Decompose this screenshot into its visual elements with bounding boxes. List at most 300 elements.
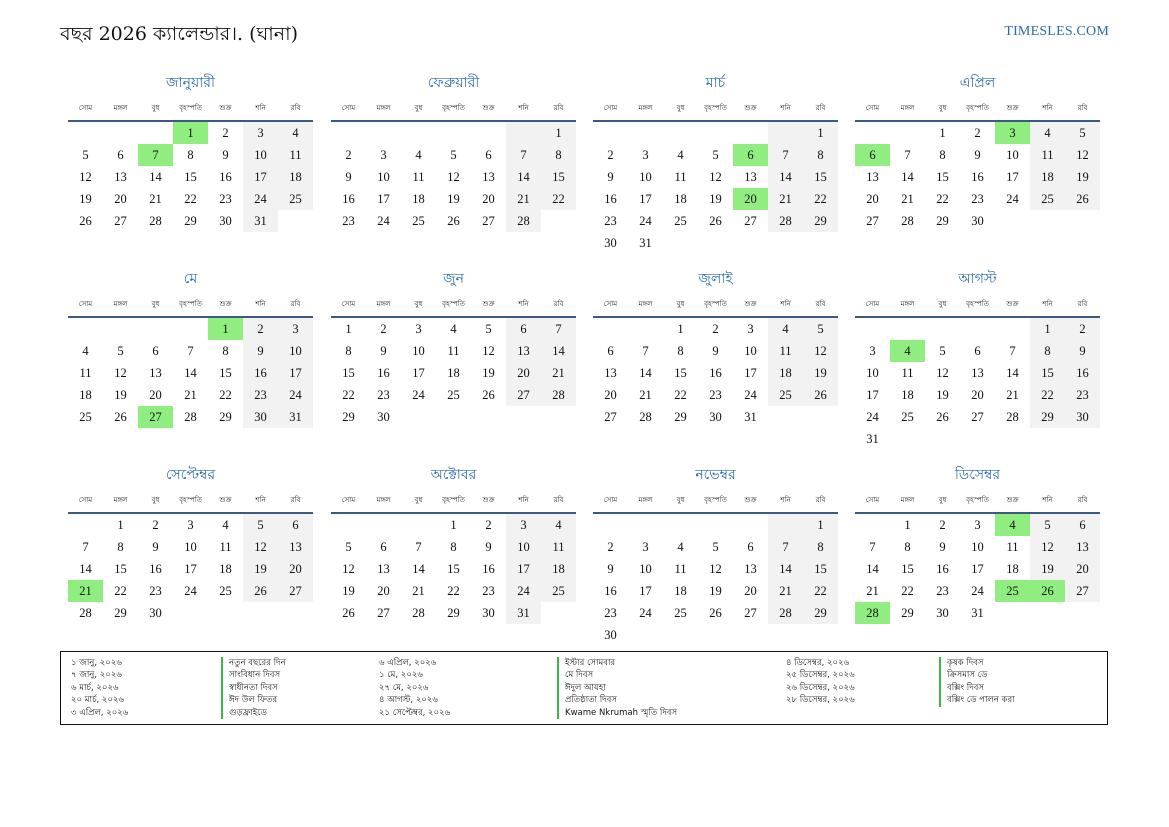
- day-cell: 23: [243, 384, 278, 406]
- day-cell: 19: [114, 388, 127, 402]
- day-cell: 5: [117, 344, 124, 358]
- day-cell: 29: [184, 214, 197, 228]
- day-cell: 29: [803, 210, 838, 232]
- day-cell: 13: [114, 170, 127, 184]
- weekday-label: বৃহস্পতি: [179, 104, 202, 112]
- weekday-label: মঙ্গল: [376, 496, 391, 504]
- day-cell: 2: [380, 322, 387, 336]
- day-cell: 11: [219, 540, 232, 554]
- day-cell: 7: [1009, 344, 1016, 358]
- day-cell: 1: [939, 126, 946, 140]
- day-cell: 3: [642, 148, 649, 162]
- day-cell: 15: [936, 170, 949, 184]
- day-cell: 19: [709, 192, 722, 206]
- day-cell: 22: [674, 388, 687, 402]
- day-cell: 20: [278, 558, 313, 580]
- day-cell: 17: [184, 562, 197, 576]
- day-cell: 8: [677, 344, 684, 358]
- holiday-day-cell: 28: [855, 602, 890, 624]
- day-cell: 16: [936, 562, 949, 576]
- day-cell: 25: [412, 214, 425, 228]
- day-cell: 4: [415, 148, 422, 162]
- day-cell: 30: [971, 214, 984, 228]
- weekday-label: বুধ: [151, 496, 160, 504]
- day-cell: 8: [345, 344, 352, 358]
- day-cell: 27: [1065, 580, 1100, 602]
- day-cell: 25: [447, 388, 460, 402]
- day-cell: 23: [709, 388, 722, 402]
- day-cell: 26: [79, 214, 92, 228]
- day-cell: 8: [803, 144, 838, 166]
- day-cell: 14: [184, 366, 197, 380]
- empty-cell: [663, 122, 698, 144]
- holiday-day-cell: 1: [173, 122, 208, 144]
- weekday-header: [855, 491, 1100, 509]
- weekday-header: [331, 491, 576, 509]
- day-cell: 30: [604, 236, 617, 250]
- month-block: [331, 73, 576, 232]
- weekday-label: শনি: [518, 496, 529, 504]
- day-cell: 17: [506, 558, 541, 580]
- day-cell: 26: [447, 214, 460, 228]
- month-block: [68, 269, 313, 428]
- day-cell: 20: [1065, 558, 1100, 580]
- legend-date: ২১ সেপ্টেম্বর, ২০২৬: [379, 707, 451, 718]
- day-cell: 6: [974, 344, 981, 358]
- legend-date: ২০ মার্চ, ২০২৬: [71, 695, 125, 706]
- day-cell: 27: [114, 214, 127, 228]
- day-cell: 8: [450, 540, 457, 554]
- day-cell: 1: [117, 518, 124, 532]
- day-cell: 20: [866, 192, 879, 206]
- day-cell: 29: [342, 410, 355, 424]
- weekday-label: বৃহস্পতি: [704, 496, 727, 504]
- day-cell: 8: [904, 540, 911, 554]
- weekday-label: বুধ: [676, 496, 685, 504]
- day-cell: 15: [803, 166, 838, 188]
- day-cell: 10: [377, 170, 390, 184]
- day-cell: 22: [114, 584, 127, 598]
- day-cell: 21: [866, 584, 879, 598]
- day-cell: 14: [1006, 366, 1019, 380]
- day-grid: [593, 122, 838, 254]
- month-name: মার্চ: [705, 75, 726, 91]
- day-cell: 17: [377, 192, 390, 206]
- weekday-label: মঙ্গল: [900, 300, 915, 308]
- day-cell: 29: [936, 214, 949, 228]
- day-cell: 6: [747, 540, 754, 554]
- day-cell: 6: [152, 344, 159, 358]
- empty-cell: [733, 514, 768, 536]
- day-cell: 30: [604, 628, 617, 642]
- day-cell: 22: [1030, 384, 1065, 406]
- day-cell: 9: [939, 540, 946, 554]
- day-cell: 12: [447, 170, 460, 184]
- day-cell: 22: [803, 580, 838, 602]
- day-cell: 13: [506, 340, 541, 362]
- day-cell: 9: [1065, 340, 1100, 362]
- day-cell: 21: [901, 192, 914, 206]
- weekday-label: রবি: [815, 104, 826, 112]
- weekday-label: মঙ্গল: [900, 104, 915, 112]
- day-cell: 15: [541, 166, 576, 188]
- day-cell: 16: [604, 192, 617, 206]
- empty-cell: [471, 122, 506, 144]
- day-cell: 12: [709, 562, 722, 576]
- day-cell: 7: [768, 536, 803, 558]
- empty-cell: [593, 122, 628, 144]
- day-cell: 31: [866, 432, 879, 446]
- day-cell: 12: [243, 536, 278, 558]
- day-grid: [68, 514, 313, 624]
- day-cell: 7: [642, 344, 649, 358]
- day-cell: 8: [1030, 340, 1065, 362]
- day-cell: 16: [243, 362, 278, 384]
- holiday-day-cell: 26: [1030, 580, 1065, 602]
- day-cell: 29: [1030, 406, 1065, 428]
- empty-cell: [401, 514, 436, 536]
- empty-cell: [890, 318, 925, 340]
- holiday-day-cell: 20: [733, 188, 768, 210]
- legend-date: ৪ ডিসেম্বর, ২০২৬: [786, 658, 850, 668]
- day-cell: 10: [971, 540, 984, 554]
- day-cell: 2: [152, 518, 159, 532]
- weekday-label: মঙ্গল: [638, 300, 653, 308]
- month-name: আগস্ট: [958, 271, 997, 287]
- day-cell: 8: [117, 540, 124, 554]
- day-cell: 24: [639, 606, 652, 620]
- month-block: [68, 73, 313, 232]
- day-cell: 18: [674, 584, 687, 598]
- day-cell: 26: [709, 214, 722, 228]
- day-cell: 8: [187, 148, 194, 162]
- day-grid: [855, 514, 1100, 624]
- day-cell: 21: [768, 580, 803, 602]
- day-cell: 12: [1065, 144, 1100, 166]
- weekday-label: সোম: [603, 300, 618, 308]
- day-cell: 5: [939, 344, 946, 358]
- holiday-day-cell: 6: [733, 144, 768, 166]
- legend-holiday-name: কৃষক দিবস: [939, 657, 1015, 669]
- day-cell: 25: [768, 384, 803, 406]
- day-cell: 26: [709, 606, 722, 620]
- legend-names-col-1: [221, 657, 286, 719]
- day-cell: 8: [939, 148, 946, 162]
- holiday-legend: [60, 651, 1108, 725]
- weekday-label: বুধ: [676, 300, 685, 308]
- day-cell: 23: [219, 192, 232, 206]
- day-cell: 11: [901, 366, 914, 380]
- weekday-label: সোম: [603, 104, 618, 112]
- day-grid: [593, 318, 838, 428]
- empty-cell: [925, 318, 960, 340]
- weekday-label: বুধ: [151, 300, 160, 308]
- day-cell: 14: [412, 562, 425, 576]
- day-cell: 24: [184, 584, 197, 598]
- weekday-label: মঙ্গল: [638, 496, 653, 504]
- day-cell: 12: [482, 344, 495, 358]
- day-cell: 5: [712, 540, 719, 554]
- day-cell: 22: [803, 188, 838, 210]
- day-cell: 11: [278, 144, 313, 166]
- day-cell: 24: [412, 388, 425, 402]
- weekday-label: সোম: [78, 300, 93, 308]
- legend-date: ১ জানু, ২০২৬: [71, 658, 122, 668]
- day-cell: 24: [1006, 192, 1019, 206]
- day-cell: 24: [639, 214, 652, 228]
- day-cell: 2: [939, 518, 946, 532]
- weekday-label: বুধ: [938, 300, 947, 308]
- day-cell: 18: [412, 192, 425, 206]
- weekday-header: [331, 99, 576, 117]
- day-cell: 24: [866, 410, 879, 424]
- legend-holiday-name: ক্রিসমাস ডে: [939, 669, 1015, 681]
- month-block: [593, 73, 838, 254]
- day-cell: 12: [936, 366, 949, 380]
- month-block: [855, 73, 1100, 232]
- day-cell: 21: [541, 362, 576, 384]
- legend-holiday-name: Kwame Nkrumah স্মৃতি দিবস: [557, 707, 677, 719]
- weekday-label: শনি: [1042, 300, 1053, 308]
- legend-holiday-name: সাংবিধান দিবস: [221, 669, 286, 681]
- day-cell: 29: [219, 410, 232, 424]
- day-cell: 2: [607, 148, 614, 162]
- day-cell: 18: [901, 388, 914, 402]
- day-cell: 1: [904, 518, 911, 532]
- weekday-label: মঙ্গল: [113, 300, 128, 308]
- day-cell: 29: [901, 606, 914, 620]
- day-cell: 25: [674, 214, 687, 228]
- day-cell: 15: [803, 558, 838, 580]
- day-cell: 6: [380, 540, 387, 554]
- legend-holiday-name: মে দিবস: [557, 669, 677, 681]
- month-block: [331, 465, 576, 624]
- empty-cell: [698, 122, 733, 144]
- empty-cell: [506, 122, 541, 144]
- holiday-day-cell: 4: [995, 514, 1030, 536]
- day-cell: 31: [744, 410, 757, 424]
- day-cell: 31: [506, 602, 541, 624]
- month-block: [593, 465, 838, 646]
- weekday-label: শুক্র: [482, 300, 495, 308]
- day-cell: 3: [747, 322, 754, 336]
- day-grid: [855, 122, 1100, 232]
- weekday-label: রবি: [290, 496, 301, 504]
- day-cell: 2: [345, 148, 352, 162]
- day-cell: 4: [541, 514, 576, 536]
- day-cell: 7: [506, 144, 541, 166]
- weekday-label: রবি: [1077, 496, 1088, 504]
- day-cell: 14: [768, 166, 803, 188]
- weekday-label: বৃহস্পতি: [966, 496, 989, 504]
- legend-holiday-name: বক্সিং দিবস: [939, 682, 1015, 694]
- empty-cell: [366, 514, 401, 536]
- legend-dates-col-2: [379, 657, 450, 719]
- day-cell: 31: [639, 236, 652, 250]
- day-cell: 9: [712, 344, 719, 358]
- weekday-label: বৃহস্পতি: [442, 300, 465, 308]
- weekday-header: [855, 295, 1100, 313]
- day-cell: 15: [184, 170, 197, 184]
- day-cell: 16: [709, 366, 722, 380]
- day-cell: 10: [1006, 148, 1019, 162]
- day-cell: 9: [243, 340, 278, 362]
- month-name: অক্টোবর: [430, 467, 477, 483]
- day-cell: 28: [639, 410, 652, 424]
- day-cell: 5: [803, 318, 838, 340]
- weekday-label: শুক্র: [219, 496, 232, 504]
- weekday-label: শুক্র: [219, 104, 232, 112]
- legend-names-col-3: [939, 657, 1015, 707]
- day-cell: 4: [677, 148, 684, 162]
- day-cell: 3: [869, 344, 876, 358]
- weekday-label: শনি: [780, 300, 791, 308]
- day-cell: 1: [345, 322, 352, 336]
- day-cell: 11: [674, 562, 687, 576]
- day-cell: 21: [768, 188, 803, 210]
- day-cell: 17: [1006, 170, 1019, 184]
- day-cell: 28: [412, 606, 425, 620]
- legend-holiday-name: নতুন বছরের দিন: [221, 657, 286, 669]
- day-cell: 29: [114, 606, 127, 620]
- day-cell: 13: [744, 562, 757, 576]
- day-cell: 30: [709, 410, 722, 424]
- day-cell: 3: [187, 518, 194, 532]
- month-name: জুন: [443, 271, 464, 287]
- day-cell: 2: [974, 126, 981, 140]
- day-cell: 27: [744, 606, 757, 620]
- site-link[interactable]: TIMESLES.COM: [1004, 24, 1109, 39]
- day-cell: 9: [380, 344, 387, 358]
- day-cell: 24: [971, 584, 984, 598]
- weekday-label: শুক্র: [744, 104, 757, 112]
- day-cell: 12: [803, 340, 838, 362]
- day-cell: 16: [219, 170, 232, 184]
- day-cell: 4: [677, 540, 684, 554]
- empty-cell: [855, 514, 890, 536]
- weekday-label: রবি: [1077, 300, 1088, 308]
- empty-cell: [768, 122, 803, 144]
- day-cell: 20: [506, 362, 541, 384]
- day-cell: 20: [114, 192, 127, 206]
- empty-cell: [593, 318, 628, 340]
- page-title: বছর 2026 ক্যালেন্ডার।. (ঘানা): [60, 23, 299, 45]
- month-block: [331, 269, 576, 428]
- day-cell: 17: [744, 366, 757, 380]
- weekday-label: রবি: [553, 496, 564, 504]
- day-grid: [331, 122, 576, 232]
- day-cell: 19: [936, 388, 949, 402]
- day-cell: 18: [219, 562, 232, 576]
- legend-holiday-name: গুড়ফ্রাইডে: [221, 707, 286, 719]
- weekday-header: [331, 295, 576, 313]
- day-cell: 23: [149, 584, 162, 598]
- day-cell: 1: [803, 122, 838, 144]
- day-cell: 29: [674, 410, 687, 424]
- weekday-label: শনি: [518, 104, 529, 112]
- day-cell: 6: [278, 514, 313, 536]
- empty-cell: [138, 318, 173, 340]
- legend-holiday-name: প্রতিষ্ঠাতা দিবস: [557, 694, 677, 706]
- weekday-label: বৃহস্পতি: [442, 104, 465, 112]
- weekday-header: [68, 491, 313, 509]
- day-cell: 18: [1030, 166, 1065, 188]
- weekday-label: মঙ্গল: [113, 104, 128, 112]
- day-cell: 26: [114, 410, 127, 424]
- legend-date: ৬ এপ্রিল, ২০২৬: [379, 658, 437, 668]
- day-cell: 11: [768, 340, 803, 362]
- day-cell: 16: [377, 366, 390, 380]
- day-cell: 14: [901, 170, 914, 184]
- day-cell: 9: [222, 148, 229, 162]
- weekday-header: [593, 295, 838, 313]
- weekday-label: সোম: [78, 496, 93, 504]
- day-cell: 22: [901, 584, 914, 598]
- empty-cell: [698, 514, 733, 536]
- day-cell: 27: [377, 606, 390, 620]
- day-cell: 11: [1030, 144, 1065, 166]
- weekday-header: [68, 295, 313, 313]
- day-cell: 13: [482, 170, 495, 184]
- day-cell: 13: [278, 536, 313, 558]
- weekday-label: শুক্র: [219, 300, 232, 308]
- day-cell: 7: [904, 148, 911, 162]
- day-cell: 16: [149, 562, 162, 576]
- empty-cell: [436, 122, 471, 144]
- day-grid: [68, 318, 313, 428]
- day-cell: 19: [1030, 558, 1065, 580]
- weekday-label: সোম: [865, 496, 880, 504]
- day-cell: 21: [506, 188, 541, 210]
- weekday-label: বৃহস্পতি: [966, 300, 989, 308]
- day-cell: 23: [604, 606, 617, 620]
- day-cell: 27: [506, 384, 541, 406]
- day-cell: 12: [1030, 536, 1065, 558]
- day-cell: 9: [345, 170, 352, 184]
- day-cell: 2: [485, 518, 492, 532]
- day-cell: 13: [971, 366, 984, 380]
- day-cell: 28: [506, 210, 541, 232]
- day-cell: 26: [342, 606, 355, 620]
- weekday-label: সোম: [78, 104, 93, 112]
- day-cell: 7: [768, 144, 803, 166]
- empty-cell: [768, 514, 803, 536]
- weekday-label: বৃহস্পতি: [179, 496, 202, 504]
- holiday-day-cell: 21: [68, 580, 103, 602]
- empty-cell: [628, 122, 663, 144]
- day-cell: 8: [541, 144, 576, 166]
- day-cell: 4: [1030, 122, 1065, 144]
- weekday-header: [855, 99, 1100, 117]
- legend-date: ৬ মার্চ, ২০২৬: [71, 682, 119, 693]
- legend-date: ৩ এপ্রিল, ২০২৬: [71, 707, 129, 718]
- day-cell: 3: [415, 322, 422, 336]
- day-cell: 18: [674, 192, 687, 206]
- weekday-label: শুক্র: [482, 104, 495, 112]
- day-cell: 25: [1030, 188, 1065, 210]
- day-cell: 11: [541, 536, 576, 558]
- day-cell: 6: [506, 318, 541, 340]
- weekday-label: শুক্র: [1006, 104, 1019, 112]
- month-name: ডিসেম্বর: [954, 467, 1001, 483]
- empty-cell: [103, 318, 138, 340]
- day-cell: 7: [869, 540, 876, 554]
- day-cell: 2: [712, 322, 719, 336]
- day-cell: 15: [219, 366, 232, 380]
- day-cell: 30: [149, 606, 162, 620]
- day-cell: 22: [342, 388, 355, 402]
- day-cell: 24: [278, 384, 313, 406]
